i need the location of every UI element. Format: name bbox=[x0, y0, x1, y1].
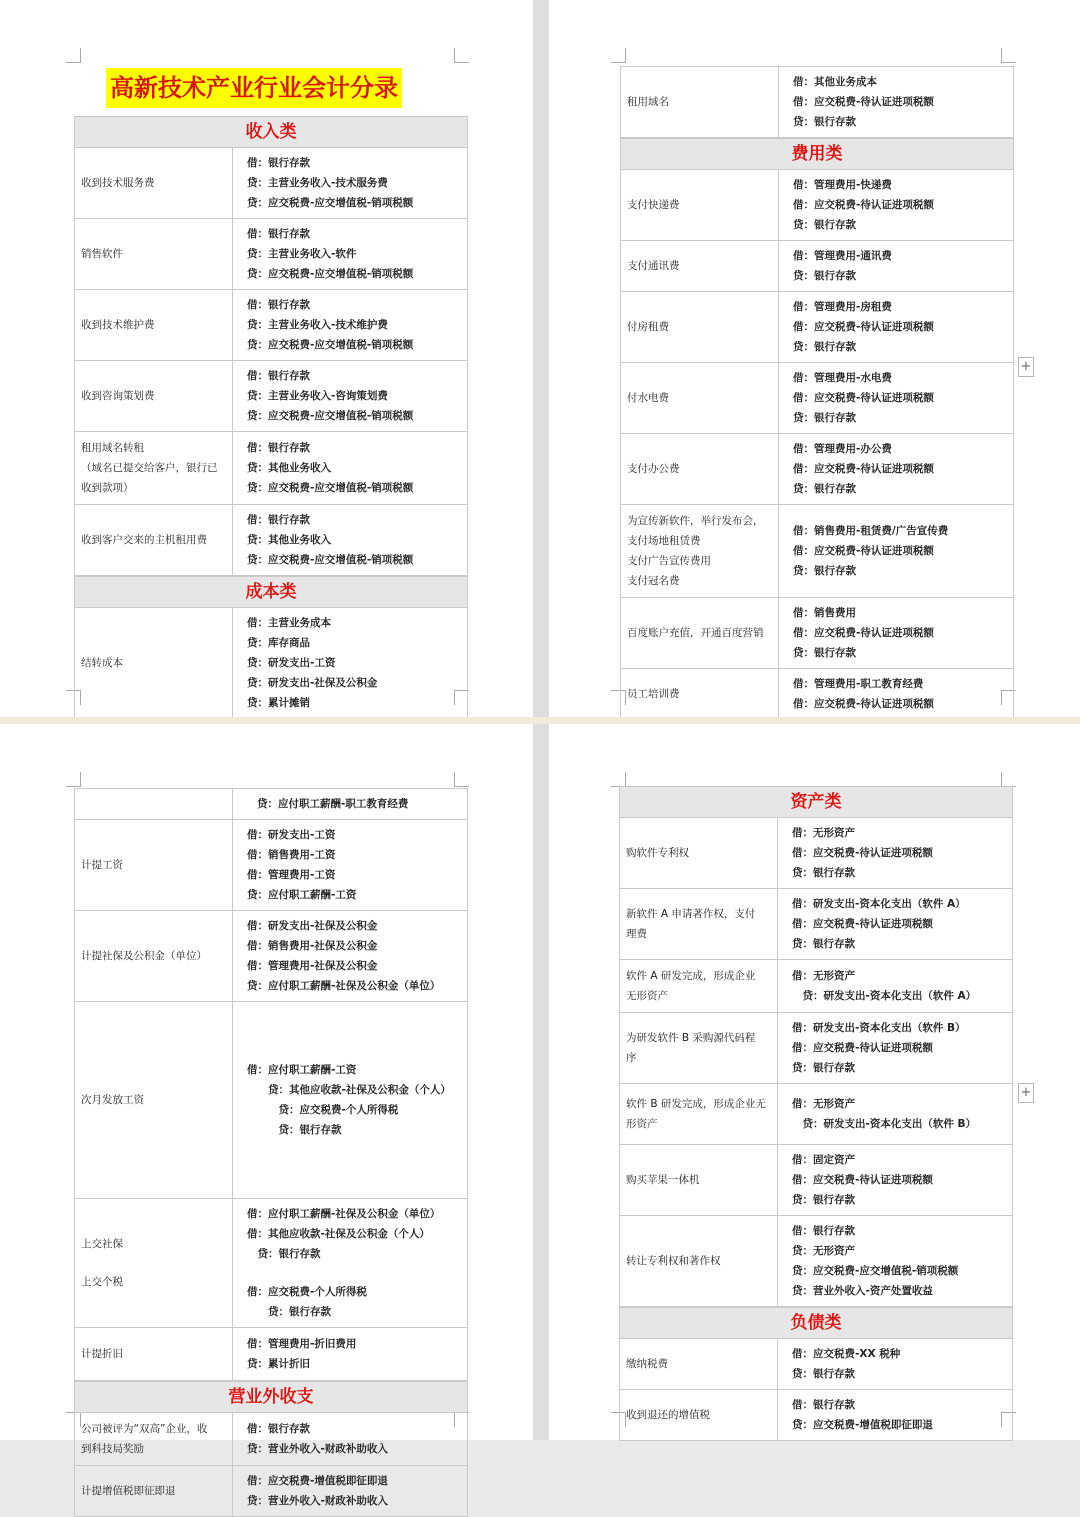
journal-entry-line: 借：银行存款 bbox=[247, 299, 310, 311]
table-row bbox=[621, 505, 1013, 598]
table-row bbox=[621, 292, 1013, 363]
journal-entry-line: 借：销售费用-工资 bbox=[247, 849, 336, 861]
journal-entry-line: 贷：营业外收入-财政补助收入 bbox=[247, 1443, 388, 1455]
journal-entry-cell bbox=[778, 960, 1012, 1012]
journal-entry-cell bbox=[233, 608, 467, 718]
journal-entry-line: 借：无形资产 bbox=[792, 970, 855, 982]
transaction-label: 支付场地租赁费 bbox=[627, 535, 701, 547]
transaction-label: 缴纳税费 bbox=[626, 1358, 668, 1370]
journal-entry-line: 借：管理费用-社保及公积金 bbox=[247, 960, 378, 972]
transaction-cell bbox=[621, 598, 779, 668]
journal-entry-cell bbox=[779, 434, 1013, 504]
journal-entry-line: 贷：银行存款 bbox=[792, 1194, 855, 1206]
transaction-cell bbox=[75, 148, 233, 218]
table-row bbox=[620, 1084, 1012, 1145]
journal-entry-line: 贷：累计摊销 bbox=[247, 697, 310, 709]
transaction-label: 公司被评为“双高”企业，收 bbox=[81, 1423, 208, 1435]
table-row bbox=[75, 505, 467, 576]
crop-mark bbox=[454, 48, 469, 63]
transaction-label: 计提增值税即征即退 bbox=[81, 1485, 176, 1497]
transaction-label: 结转成本 bbox=[81, 657, 123, 669]
journal-entry-line: 贷：主营业务收入-咨询策划费 bbox=[247, 390, 388, 402]
journal-entry-cell bbox=[233, 219, 467, 289]
transaction-label: 软件 A 研发完成，形成企业 bbox=[626, 970, 756, 982]
journal-entry-line: 贷：其他业务收入 bbox=[247, 462, 331, 474]
document-title: 高新技术产业行业会计分录 bbox=[106, 68, 402, 108]
transaction-cell bbox=[621, 434, 779, 504]
transaction-cell bbox=[75, 505, 233, 575]
document-page-2 bbox=[549, 0, 1080, 717]
journal-entry-line: 借：应交税费-个人所得税 bbox=[247, 1286, 367, 1298]
table-row bbox=[75, 432, 467, 505]
journal-entry-line: 借：应付职工薪酬-社保及公积金（单位） bbox=[247, 1208, 441, 1220]
transaction-label: 收到技术服务费 bbox=[81, 177, 155, 189]
table-row bbox=[75, 1002, 467, 1199]
journal-entry-cell bbox=[779, 505, 1013, 597]
journal-entry-line: 借：管理费用-工资 bbox=[247, 869, 336, 881]
journal-entry-line: 借：研发支出-社保及公积金 bbox=[247, 920, 378, 932]
transaction-cell bbox=[75, 219, 233, 289]
transaction-cell bbox=[620, 1145, 778, 1215]
journal-entry-line: 贷：研发支出-资本化支出（软件 B） bbox=[792, 1118, 977, 1130]
table-row bbox=[75, 1413, 467, 1466]
journal-entry-line: 借：应交税费-待认证进项税额 bbox=[793, 321, 934, 333]
table-row bbox=[620, 818, 1012, 889]
journal-entry-line: 贷：应交税费-应交增值税-销项税额 bbox=[247, 197, 414, 209]
journal-entry-cell bbox=[779, 292, 1013, 362]
journal-entry-line: 借：其他应收款-社保及公积金（个人） bbox=[247, 1228, 430, 1240]
add-row-button[interactable]: + bbox=[1018, 1083, 1034, 1103]
journal-entry-line bbox=[247, 1264, 459, 1282]
transaction-label: 为研发软件 B 采购源代码程 bbox=[626, 1032, 756, 1044]
transaction-cell bbox=[620, 1216, 778, 1306]
journal-entry-line: 借：应交税费-待认证进项税额 bbox=[793, 545, 934, 557]
journal-entry-line: 贷：应付职工薪酬-社保及公积金（单位） bbox=[247, 980, 441, 992]
journal-entry-line: 贷：银行存款 bbox=[792, 938, 855, 950]
journal-entry-line: 借：研发支出-工资 bbox=[247, 829, 336, 841]
journal-entry-line: 贷：应交税费-应交增值税-销项税额 bbox=[247, 554, 414, 566]
crop-mark bbox=[611, 772, 626, 787]
transaction-cell bbox=[75, 1466, 233, 1516]
journal-entry-line: 贷：银行存款 bbox=[247, 1248, 321, 1260]
journal-entry-line: 贷：营业外收入-资产处置收益 bbox=[792, 1285, 933, 1297]
journal-entry-line: 借：管理费用-办公费 bbox=[793, 443, 892, 455]
journal-entry-cell bbox=[778, 889, 1012, 959]
transaction-label: 次月发放工资 bbox=[81, 1094, 144, 1106]
journal-entry-cell bbox=[233, 505, 467, 575]
table-row bbox=[75, 1199, 467, 1328]
journal-entry-cell bbox=[778, 1145, 1012, 1215]
journal-entry-line: 贷：银行存款 bbox=[793, 483, 856, 495]
journal-entry-line: 借：无形资产 bbox=[792, 1098, 855, 1110]
table-row bbox=[620, 1216, 1012, 1307]
transaction-label: 计提社保及公积金（单位） bbox=[81, 950, 207, 962]
section-header: 收入类 bbox=[75, 116, 467, 148]
transaction-cell bbox=[620, 1084, 778, 1144]
journal-entry-cell bbox=[779, 67, 1013, 137]
transaction-label: 购买苹果一体机 bbox=[626, 1174, 700, 1186]
journal-entry-line: 借：管理费用-快递费 bbox=[793, 179, 892, 191]
transaction-cell bbox=[75, 820, 233, 910]
transaction-cell bbox=[75, 1328, 233, 1380]
transaction-label: 序 bbox=[626, 1052, 637, 1064]
journal-entry-line: 借：应交税费-待认证进项税额 bbox=[793, 698, 934, 710]
crop-mark bbox=[1001, 48, 1016, 63]
journal-entry-line: 借：销售费用 bbox=[793, 607, 856, 619]
transaction-label: 理费 bbox=[626, 928, 647, 940]
transaction-cell bbox=[75, 1199, 233, 1327]
transaction-cell bbox=[620, 1339, 778, 1389]
journal-entry-line: 贷：库存商品 bbox=[247, 637, 310, 649]
table-row bbox=[620, 1390, 1012, 1441]
journal-entry-line: 贷：累计折旧 bbox=[247, 1358, 310, 1370]
transaction-cell bbox=[75, 361, 233, 431]
table-row bbox=[75, 820, 467, 911]
journal-entry-cell bbox=[233, 361, 467, 431]
journal-entry-line: 贷：研发支出-资本化支出（软件 A） bbox=[792, 990, 977, 1002]
transaction-cell bbox=[75, 911, 233, 1001]
journal-entry-line: 借：管理费用-水电费 bbox=[793, 372, 892, 384]
transaction-label: 购软件专利权 bbox=[626, 847, 689, 859]
journal-entry-line: 贷：银行存款 bbox=[793, 270, 856, 282]
journal-entry-line: 借：应交税费-待认证进项税额 bbox=[793, 627, 934, 639]
transaction-cell bbox=[621, 669, 779, 719]
table-row bbox=[621, 241, 1013, 292]
journal-entry-line: 贷：营业外收入-财政补助收入 bbox=[247, 1495, 388, 1507]
journal-entry-line: 贷：银行存款 bbox=[247, 1306, 331, 1318]
journal-entry-line: 贷：银行存款 bbox=[792, 1062, 855, 1074]
transaction-cell bbox=[621, 170, 779, 240]
journal-entry-cell bbox=[779, 363, 1013, 433]
transaction-cell bbox=[75, 432, 233, 504]
journal-entry-line: 借：银行存款 bbox=[247, 1423, 310, 1435]
transaction-cell bbox=[621, 292, 779, 362]
section-header: 营业外收支 bbox=[75, 1381, 467, 1413]
journal-entry-line: 借：应交税费-待认证进项税额 bbox=[793, 392, 934, 404]
document-page-4 bbox=[549, 724, 1080, 1440]
journal-entry-line: 借：固定资产 bbox=[792, 1154, 855, 1166]
table-row bbox=[75, 1328, 467, 1381]
section-header: 负债类 bbox=[620, 1307, 1012, 1339]
entries-table bbox=[74, 788, 468, 1517]
journal-entry-line: 借：无形资产 bbox=[792, 827, 855, 839]
transaction-label: 员工培训费 bbox=[627, 688, 680, 700]
transaction-label: 销售软件 bbox=[81, 248, 123, 260]
crop-mark bbox=[66, 772, 81, 787]
journal-entry-cell bbox=[233, 820, 467, 910]
transaction-label: 支付通讯费 bbox=[627, 260, 680, 272]
journal-entry-line: 贷：应交税费-应交增值税-销项税额 bbox=[792, 1265, 959, 1277]
transaction-cell bbox=[620, 889, 778, 959]
journal-entry-line: 贷：无形资产 bbox=[792, 1245, 855, 1257]
journal-entry-line: 借：应付职工薪酬-工资 bbox=[247, 1064, 357, 1076]
journal-entry-line: 贷：应付职工薪酬-工资 bbox=[247, 889, 357, 901]
transaction-label: 到科技局奖励 bbox=[81, 1443, 144, 1455]
journal-entry-line: 贷：银行存款 bbox=[792, 1368, 855, 1380]
journal-entry-line: 贷：主营业务收入-技术服务费 bbox=[247, 177, 388, 189]
journal-entry-line: 借：其他业务成本 bbox=[793, 76, 877, 88]
transaction-label: 收到技术维护费 bbox=[81, 319, 155, 331]
journal-entry-cell bbox=[778, 1013, 1012, 1083]
journal-entry-line: 借：应交税费-增值税即征即退 bbox=[247, 1475, 388, 1487]
journal-entry-line: 借：银行存款 bbox=[247, 228, 310, 240]
journal-entry-line: 贷：银行存款 bbox=[793, 116, 856, 128]
table-row bbox=[75, 361, 467, 432]
journal-entry-cell bbox=[779, 669, 1013, 719]
table-row bbox=[75, 219, 467, 290]
journal-entry-line: 借：研发支出-资本化支出（软件 B） bbox=[792, 1022, 966, 1034]
journal-entry-line: 贷：银行存款 bbox=[793, 412, 856, 424]
journal-entry-cell bbox=[778, 1339, 1012, 1389]
journal-entry-line: 贷：应交税费-应交增值税-销项税额 bbox=[247, 410, 414, 422]
transaction-label: 百度账户充值，开通百度营销 bbox=[627, 627, 764, 639]
transaction-cell bbox=[75, 789, 233, 819]
transaction-cell bbox=[75, 290, 233, 360]
transaction-cell bbox=[621, 363, 779, 433]
table-row bbox=[620, 1145, 1012, 1216]
table-row bbox=[75, 911, 467, 1002]
journal-entry-line: 贷：其他应收款-社保及公积金（个人） bbox=[247, 1084, 451, 1096]
journal-entry-line: 贷：应交税费-应交增值税-销项税额 bbox=[247, 482, 414, 494]
journal-entry-line: 借：管理费用-通讯费 bbox=[793, 250, 892, 262]
journal-entry-line: 借：管理费用-房租费 bbox=[793, 301, 892, 313]
table-row bbox=[621, 434, 1013, 505]
transaction-label: 形资产 bbox=[626, 1118, 658, 1130]
journal-entry-line: 借：应交税费-待认证进项税额 bbox=[793, 463, 934, 475]
journal-entry-line: 贷：研发支出-工资 bbox=[247, 657, 336, 669]
section-header: 费用类 bbox=[621, 138, 1013, 170]
journal-entry-line: 借：管理费用-折旧费用 bbox=[247, 1338, 357, 1350]
transaction-cell bbox=[75, 1413, 233, 1465]
transaction-label: 收到款项） bbox=[81, 482, 134, 494]
crop-mark bbox=[454, 772, 469, 787]
journal-entry-cell bbox=[778, 1084, 1012, 1144]
table-row bbox=[75, 290, 467, 361]
transaction-label: 计提工资 bbox=[81, 859, 123, 871]
journal-entry-cell bbox=[778, 818, 1012, 888]
transaction-label: 转让专利权和著作权 bbox=[626, 1255, 721, 1267]
document-page-3 bbox=[0, 724, 533, 1507]
table-row bbox=[620, 960, 1012, 1013]
journal-entry-line: 借：应交税费-XX 税种 bbox=[792, 1348, 901, 1360]
journal-entry-line: 借：应交税费-待认证进项税额 bbox=[792, 1042, 933, 1054]
transaction-cell bbox=[621, 505, 779, 597]
table-row bbox=[75, 148, 467, 219]
crop-mark bbox=[1001, 772, 1016, 787]
table-row bbox=[620, 1013, 1012, 1084]
page-gutter bbox=[0, 717, 1080, 724]
journal-entry-line: 借：应交税费-待认证进项税额 bbox=[792, 847, 933, 859]
table-row bbox=[621, 598, 1013, 669]
journal-entry-cell bbox=[233, 290, 467, 360]
transaction-label: 上交个税 bbox=[81, 1276, 123, 1288]
transaction-label: 租用域名转租 bbox=[81, 442, 144, 454]
journal-entry-cell bbox=[779, 598, 1013, 668]
journal-entry-line: 贷：主营业务收入-技术维护费 bbox=[247, 319, 388, 331]
journal-entry-cell bbox=[233, 1466, 467, 1516]
journal-entry-cell bbox=[233, 789, 467, 819]
transaction-label: 软件 B 研发完成，形成企业无 bbox=[626, 1098, 766, 1110]
transaction-label: 上交社保 bbox=[81, 1238, 123, 1250]
journal-entry-line: 贷：银行存款 bbox=[793, 219, 856, 231]
entries-table bbox=[74, 116, 468, 719]
transaction-label: 收到退还的增值税 bbox=[626, 1409, 710, 1421]
transaction-cell bbox=[75, 1002, 233, 1198]
transaction-label: （域名已提交给客户，银行已 bbox=[81, 462, 218, 474]
journal-entry-line: 贷：研发支出-社保及公积金 bbox=[247, 677, 378, 689]
journal-entry-line: 贷：应付职工薪酬-职工教育经费 bbox=[257, 798, 409, 810]
journal-entry-line: 贷：其他业务收入 bbox=[247, 534, 331, 546]
journal-entry-line: 借：销售费用-租赁费/广告宣传费 bbox=[793, 525, 949, 537]
journal-entry-cell bbox=[779, 241, 1013, 291]
journal-entry-line: 贷：银行存款 bbox=[793, 647, 856, 659]
journal-entry-cell bbox=[778, 1216, 1012, 1306]
transaction-cell bbox=[620, 818, 778, 888]
transaction-label bbox=[81, 795, 226, 813]
transaction-label: 收到客户交来的主机租用费 bbox=[81, 534, 207, 546]
journal-entry-cell bbox=[233, 1002, 467, 1198]
transaction-cell bbox=[620, 960, 778, 1012]
section-header: 成本类 bbox=[75, 576, 467, 608]
journal-entry-line: 借：银行存款 bbox=[247, 442, 310, 454]
journal-entry-line: 贷：应交税费-个人所得税 bbox=[247, 1104, 399, 1116]
transaction-label bbox=[81, 1254, 226, 1272]
transaction-cell bbox=[75, 608, 233, 718]
journal-entry-cell bbox=[233, 1199, 467, 1327]
journal-entry-line: 借：银行存款 bbox=[792, 1225, 855, 1237]
journal-entry-cell bbox=[233, 1413, 467, 1465]
table-row bbox=[75, 608, 467, 719]
transaction-label: 计提折旧 bbox=[81, 1348, 123, 1360]
transaction-label: 无形资产 bbox=[626, 990, 668, 1002]
journal-entry-line: 借：应交税费-待认证进项税额 bbox=[792, 1174, 933, 1186]
transaction-label: 支付广告宣传费用 bbox=[627, 555, 711, 567]
journal-entry-line: 借：应交税费-待认证进项税额 bbox=[793, 96, 934, 108]
table-row bbox=[620, 1339, 1012, 1390]
journal-entry-line: 借：应交税费-待认证进项税额 bbox=[793, 199, 934, 211]
journal-entry-line: 借：应交税费-待认证进项税额 bbox=[792, 918, 933, 930]
journal-entry-line: 贷：银行存款 bbox=[247, 1124, 342, 1136]
journal-entry-line: 借：银行存款 bbox=[247, 514, 310, 526]
journal-entry-line: 贷：银行存款 bbox=[793, 565, 856, 577]
journal-entry-line: 贷：应交税费-应交增值税-销项税额 bbox=[247, 339, 414, 351]
journal-entry-cell bbox=[233, 432, 467, 504]
transaction-label: 支付快递费 bbox=[627, 199, 680, 211]
journal-entry-cell bbox=[233, 911, 467, 1001]
journal-entry-line: 借：研发支出-资本化支出（软件 A） bbox=[792, 898, 966, 910]
document-page-1 bbox=[0, 0, 533, 717]
section-header: 资产类 bbox=[620, 786, 1012, 818]
entries-table bbox=[619, 786, 1013, 1441]
transaction-label: 收到咨询策划费 bbox=[81, 390, 155, 402]
transaction-cell bbox=[621, 241, 779, 291]
add-row-button[interactable]: + bbox=[1018, 357, 1034, 377]
transaction-cell bbox=[620, 1013, 778, 1083]
table-row bbox=[621, 67, 1013, 138]
journal-entry-line: 贷：应交税费-增值税即征即退 bbox=[792, 1419, 933, 1431]
transaction-label: 付水电费 bbox=[627, 392, 669, 404]
journal-entry-line: 借：银行存款 bbox=[247, 157, 310, 169]
transaction-label: 为宣传新软件，举行发布会， bbox=[627, 515, 764, 527]
crop-mark bbox=[611, 48, 626, 63]
transaction-label: 新软件 A 申请著作权，支付 bbox=[626, 908, 756, 920]
table-row bbox=[75, 1466, 467, 1517]
transaction-label: 租用域名 bbox=[627, 96, 669, 108]
transaction-cell bbox=[621, 67, 779, 137]
journal-entry-line: 贷：主营业务收入-软件 bbox=[247, 248, 357, 260]
journal-entry-cell bbox=[778, 1390, 1012, 1440]
crop-mark bbox=[66, 48, 81, 63]
journal-entry-line: 贷：银行存款 bbox=[793, 341, 856, 353]
table-row bbox=[621, 669, 1013, 720]
journal-entry-line: 借：销售费用-社保及公积金 bbox=[247, 940, 378, 952]
transaction-label: 支付冠名费 bbox=[627, 575, 680, 587]
table-row bbox=[75, 789, 467, 820]
transaction-cell bbox=[620, 1390, 778, 1440]
entries-table bbox=[620, 66, 1014, 720]
journal-entry-cell bbox=[233, 148, 467, 218]
journal-entry-line: 借：主营业务成本 bbox=[247, 617, 331, 629]
table-row bbox=[620, 889, 1012, 960]
transaction-label: 付房租费 bbox=[627, 321, 669, 333]
journal-entry-line: 借：银行存款 bbox=[247, 370, 310, 382]
journal-entry-line: 借：管理费用-职工教育经费 bbox=[793, 678, 924, 690]
journal-entry-cell bbox=[233, 1328, 467, 1380]
journal-entry-line: 借：银行存款 bbox=[792, 1399, 855, 1411]
journal-entry-line: 贷：银行存款 bbox=[792, 867, 855, 879]
table-row bbox=[621, 363, 1013, 434]
journal-entry-line: 贷：应交税费-应交增值税-销项税额 bbox=[247, 268, 414, 280]
table-row bbox=[621, 170, 1013, 241]
journal-entry-cell bbox=[779, 170, 1013, 240]
transaction-label: 支付办公费 bbox=[627, 463, 680, 475]
